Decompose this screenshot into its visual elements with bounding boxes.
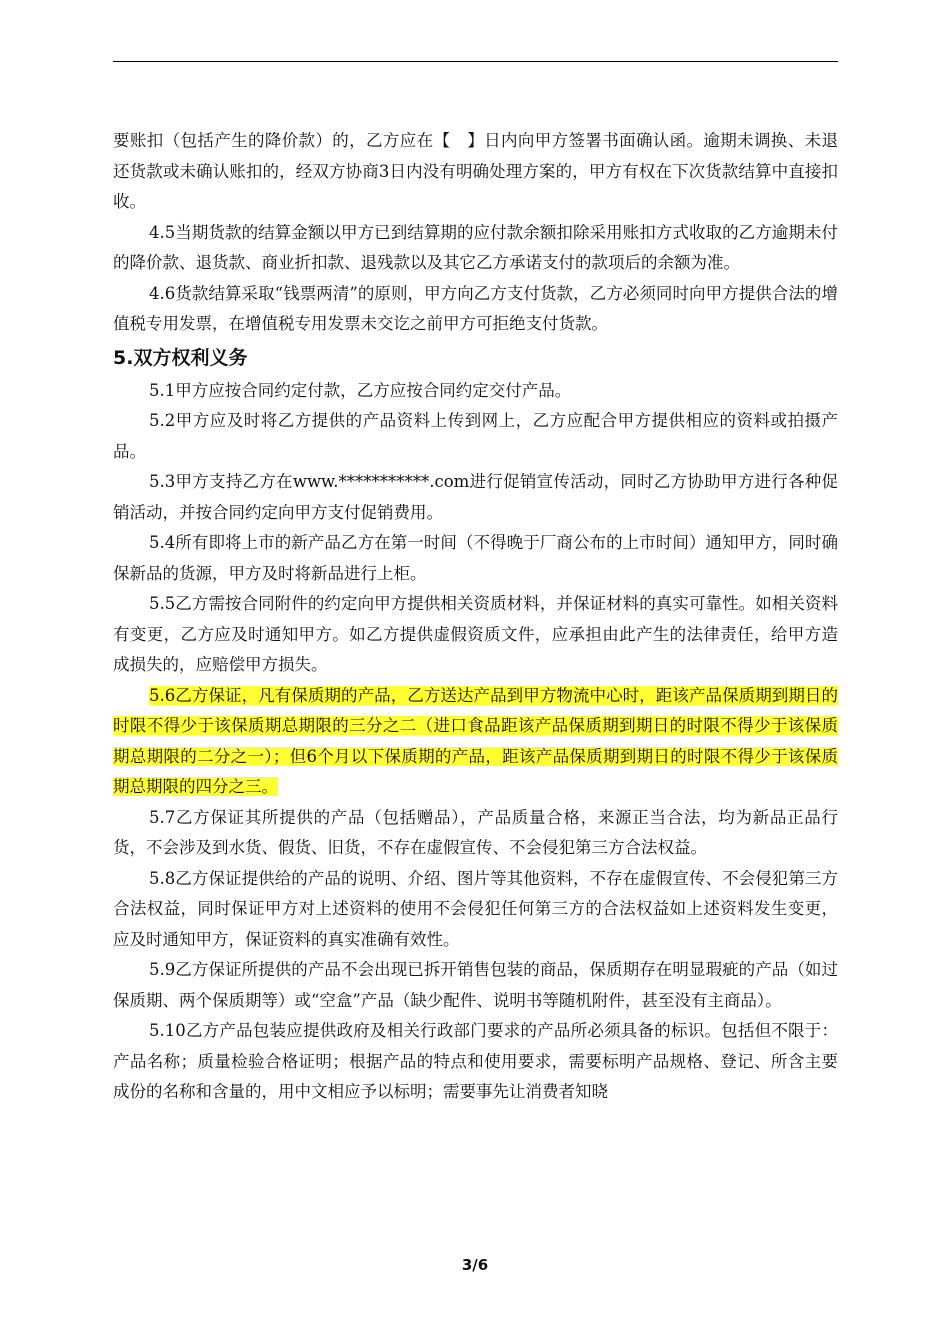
clause-5-8: 5.8乙方保证提供给的产品的说明、介绍、图片等其他资料，不存在虚假宣传、不会侵犯第三方合法权益，同时保证甲方对上述资料的使用不会侵犯任何第三方的合法权益如上述资料发生变更，应及时通知甲方，保证资料的真实准确有效性。 bbox=[113, 868, 838, 949]
header-divider bbox=[113, 61, 838, 62]
clause-5-7: 5.7乙方保证其所提供的产品（包括赠品），产品质量合格，来源正当合法，均为新品正品行货，不会涉及到水货、假货、旧货，不存在虚假宣传、不会侵犯第三方合法权益。 bbox=[113, 807, 838, 857]
clause-5-3: 5.3甲方支持乙方在www.***********.com进行促销宣传活动，同时乙方协助甲方进行各种促销活动，并按合同约定向甲方支付促销费用。 bbox=[113, 472, 838, 522]
clause-5-2: 5.2甲方应及时将乙方提供的产品资料上传到网上，乙方应配合甲方提供相应的资料或拍摄产品。 bbox=[113, 411, 838, 461]
highlighted-text: 5.6乙方保证，凡有保质期的产品，乙方送达产品到甲方物流中心时，距该产品保质期到期日的时限不得少于该保质期总期限的三分之二（进口食品距该产品保质期到期日的时限不得少于该保质期总期限的二分之一）；但6个月以下保质期的产品，距该产品保质期到期日的时限不得少于该保质期总期限的四分之三。 bbox=[113, 685, 838, 796]
clause-4-6: 4.6货款结算采取“钱票两清”的原则，甲方向乙方支付货款，乙方必须同时向甲方提供合法的增值税专用发票，在增值税专用发票未交讫之前甲方可拒绝支付货款。 bbox=[113, 283, 838, 333]
clause-5-1: 5.1甲方应按合同约定付款，乙方应按合同约定交付产品。 bbox=[149, 380, 572, 400]
clause-5-4: 5.4所有即将上市的新产品乙方在第一时间（不得晚于厂商公布的上市时间）通知甲方，同时确保新品的货源，甲方及时将新品进行上柜。 bbox=[113, 533, 838, 583]
document-body bbox=[113, 126, 838, 1108]
section-heading-5: 5.双方权利义务 bbox=[113, 346, 248, 369]
clause-5-5: 5.5乙方需按合同附件的约定向甲方提供相关资质材料，并保证材料的真实可靠性。如相关资料有变更，乙方应及时通知甲方。如乙方提供虚假资质文件，应承担由此产生的法律责任，给甲方造成损失的，应赔偿甲方损失。 bbox=[113, 594, 838, 674]
clause-5-10: 5.10乙方产品包装应提供政府及相关行政部门要求的产品所必须具备的标识。包括但不限于：产品名称；质量检验合格证明；根据产品的特点和使用要求，需要标明产品规格、登记、所含主要成份的名称和含量的，用中文相应予以标明；需要事先让消费者知晓 bbox=[113, 1021, 838, 1101]
clause-5-6-highlighted bbox=[113, 681, 838, 803]
page-number: 3/6 bbox=[461, 1256, 489, 1274]
paragraph-continuation: 要账扣（包括产生的降价款）的，乙方应在【 】日内向甲方签署书面确认函。逾期未调换、未退还货款或未确认账扣的，经双方协商3日内没有明确处理方案的，甲方有权在下次货款结算中直接扣收。 bbox=[113, 131, 838, 211]
clause-4-5: 4.5当期货款的结算金额以甲方已到结算期的应付款余额扣除采用账扣方式收取的乙方逾期未付的降价款、退货款、商业折扣款、退残款以及其它乙方承诺支付的款项后的余额为准。 bbox=[113, 222, 838, 272]
clause-5-9: 5.9乙方保证所提供的产品不会出现已拆开销售包装的商品，保质期存在明显瑕疵的产品（如过保质期、两个保质期等）或“空盒”产品（缺少配件、说明书等随机附件，甚至没有主商品）。 bbox=[113, 960, 838, 1010]
